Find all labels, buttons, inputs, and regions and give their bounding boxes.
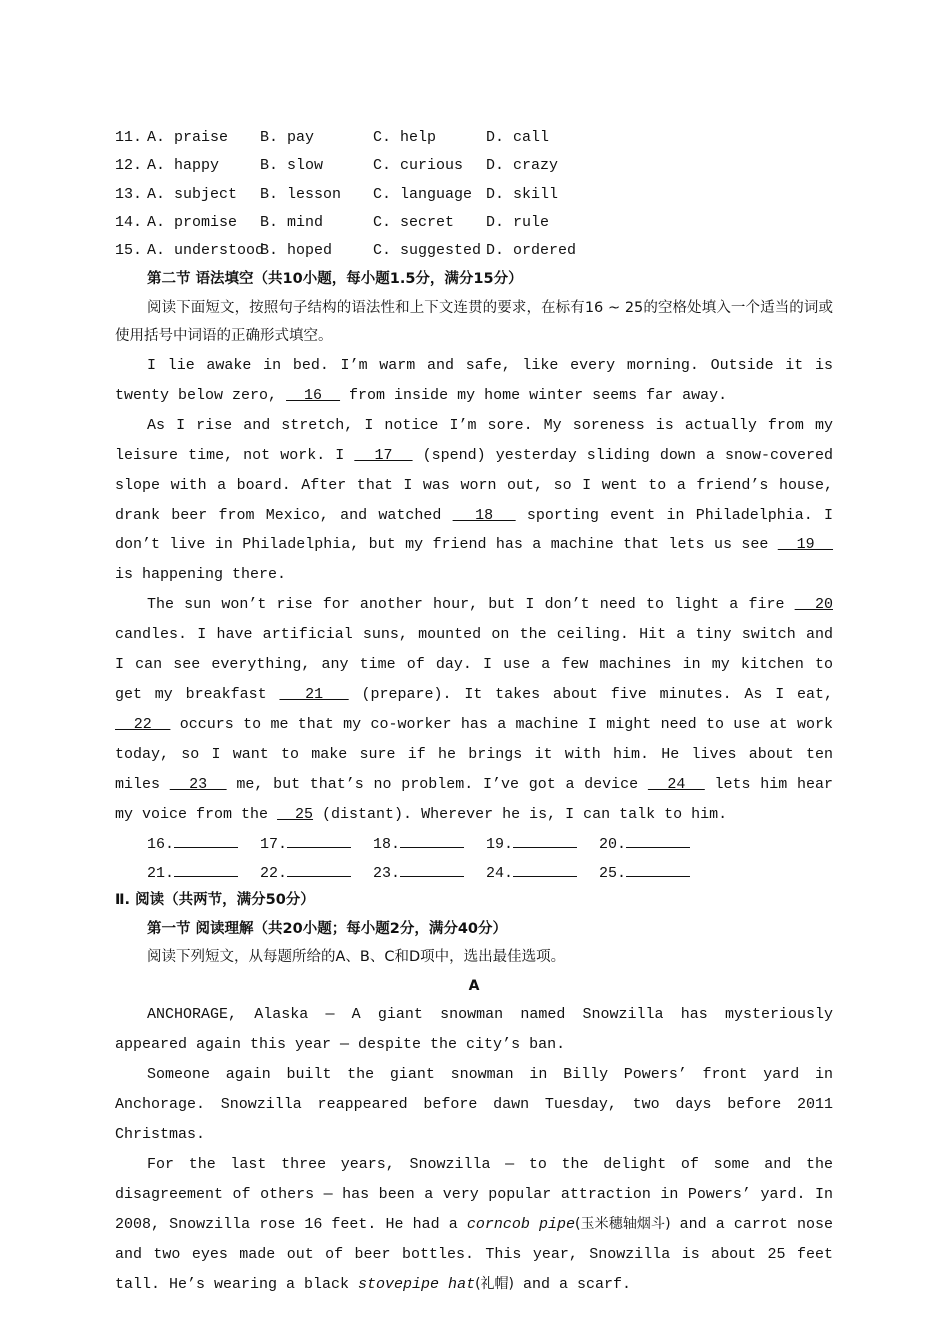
- option-b: B. pay: [260, 129, 315, 146]
- answer-line: [400, 829, 464, 848]
- option-d: D. crazy: [486, 157, 559, 175]
- mcq-row-11: [115, 124, 833, 152]
- blank-17[interactable]: 17: [354, 446, 413, 464]
- text-run: As I rise and stretch, I notice I’m sore. My soreness is actually from my leisure time, not work. I: [115, 416, 833, 464]
- passage-paragraph: ANCHORAGE, Alaska — A giant snowman named Snowzilla has mysteriously appeared again this year — despite the city’s ban.: [115, 1006, 833, 1054]
- passage-paragraph: [115, 351, 833, 411]
- option-a: A. happy: [147, 157, 220, 175]
- text-run: candles. I have artificial suns, mounted on the ceiling. Hit a tiny switch and I can see everything, any time of day. I use a few machines in my kitchen to get my breakfast: [115, 626, 833, 703]
- answer-line: [626, 858, 690, 877]
- section-heading: 第二节 语法填空（共10小题，每小题1.5分，满分15分）: [147, 271, 523, 288]
- answer-number: 23.: [373, 864, 401, 882]
- answer-line: [513, 858, 577, 877]
- answer-slot-17[interactable]: [260, 829, 373, 858]
- text-run: and a carrot nose and two eyes made out of beer bottles. This year, Snowzilla is about 25 feet tall. He’s wearing a black: [115, 1215, 833, 1293]
- passage-paragraph: [115, 411, 833, 590]
- mcq-row-13: [115, 181, 833, 209]
- option-a: A. promise: [147, 213, 238, 231]
- option-c: C. curious: [373, 157, 464, 175]
- italic-term: corncob pipe: [466, 1215, 575, 1233]
- answer-slot-16[interactable]: [147, 829, 260, 858]
- answer-number: 24.: [486, 864, 514, 882]
- option-d: D. ordered: [486, 242, 577, 260]
- option-b: B. slow: [260, 157, 324, 175]
- text-run: (prepare). It takes about five minutes. As I eat,: [348, 685, 834, 703]
- text-run: from inside my home winter seems far away.: [340, 386, 728, 404]
- chinese-gloss: (玉米穗轴烟斗): [574, 1215, 671, 1232]
- mcq-row-15: [115, 237, 833, 265]
- passage-paragraph: [115, 590, 833, 829]
- blank-23[interactable]: 23: [169, 775, 227, 793]
- text-run: The sun won’t rise for another hour, but I don’t need to light a fire: [147, 596, 795, 614]
- passage-paragraph: [115, 1150, 833, 1300]
- page: [115, 124, 833, 1300]
- blank-22[interactable]: 22: [115, 715, 171, 733]
- answer-slot-19[interactable]: [486, 829, 599, 858]
- question-number: 15.: [115, 242, 143, 260]
- answer-line: [626, 829, 690, 848]
- text-run: For the last three years, Snowzilla — to the delight of some and the disagreement of others — has been a very popular attraction in Powers’ yard. In 2008, Snowzilla rose 16 feet. He had a: [115, 1156, 833, 1233]
- option-c: C. suggested: [373, 242, 482, 260]
- answer-slot-24[interactable]: [486, 858, 599, 887]
- option-c: C. help: [373, 129, 437, 146]
- answer-row: [115, 829, 833, 858]
- answer-slot-22[interactable]: [260, 858, 373, 887]
- passage-title: A: [468, 977, 480, 994]
- text-run: (distant). Wherever he is, I can talk to him.: [313, 805, 728, 823]
- mcq-list: [115, 124, 833, 265]
- text-run: sporting event in Philadelphia. I don’t live in Philadelphia, but my friend has a machine that lets us see: [115, 506, 833, 554]
- answer-line: [513, 829, 577, 848]
- blank-19[interactable]: 19: [777, 536, 834, 554]
- answer-number: 18.: [373, 836, 401, 854]
- chinese-gloss: (礼帽): [475, 1275, 515, 1292]
- option-c: C. language: [373, 185, 473, 203]
- answer-slot-20[interactable]: [599, 829, 712, 858]
- option-b: B. lesson: [260, 185, 342, 203]
- question-number: 12.: [115, 157, 143, 175]
- section-instructions: 阅读下列短文，从每题所给的A、B、C和D项中，选出最佳选项。: [147, 949, 566, 966]
- answer-slot-21[interactable]: [147, 858, 260, 887]
- answer-number: 16.: [147, 836, 175, 854]
- mcq-row-14: [115, 209, 833, 237]
- answer-number: 17.: [260, 836, 288, 854]
- text-run: and a scarf.: [514, 1275, 632, 1293]
- part-heading: Ⅱ. 阅读（共两节，满分50分）: [115, 892, 315, 909]
- option-d: D. skill: [486, 185, 559, 203]
- question-number: 14.: [115, 213, 143, 231]
- answer-number: 25.: [599, 864, 627, 882]
- section-instructions: 阅读下面短文，按照句子结构的语法性和上下文连贯的要求，在标有16 ~ 25的空格处填入一个适当的词或使用括号中词语的正确形式填空。: [115, 299, 833, 345]
- answer-number: 21.: [147, 864, 175, 882]
- option-a: A. praise: [147, 129, 229, 146]
- answer-line: [174, 858, 238, 877]
- option-c: C. secret: [373, 213, 455, 231]
- section-heading: 第一节 阅读理解（共20小题；每小题2分，满分40分）: [147, 920, 507, 937]
- text-run: me, but that’s no problem. I’ve got a device: [226, 775, 648, 793]
- answer-number: 22.: [260, 864, 288, 882]
- answer-line: [400, 858, 464, 877]
- blank-21[interactable]: 21: [279, 685, 349, 703]
- option-a: A. understood: [147, 242, 265, 260]
- mcq-row-12: [115, 152, 833, 180]
- text-run: occurs to me that my co-worker has a machine I might need to use at work today, so I want to make sure if he brings it with him. He lives about ten miles: [115, 715, 833, 793]
- answer-number: 20.: [599, 836, 627, 854]
- answer-line: [287, 829, 351, 848]
- text-run: is happening there.: [115, 566, 287, 584]
- answer-slot-25[interactable]: [599, 858, 712, 887]
- text-run: lets him hear my voice from the: [115, 775, 833, 823]
- blank-24[interactable]: 24: [647, 775, 705, 793]
- option-d: D. call: [486, 129, 550, 146]
- option-d: D. rule: [486, 213, 550, 231]
- italic-term: stovepipe hat: [358, 1275, 476, 1293]
- question-number: 11.: [115, 129, 143, 146]
- answer-line: [287, 858, 351, 877]
- blank-18[interactable]: 18: [452, 506, 516, 524]
- answer-row: [115, 858, 833, 887]
- option-b: B. mind: [260, 213, 324, 231]
- blank-16[interactable]: 16: [286, 386, 341, 404]
- answer-slot-23[interactable]: [373, 858, 486, 887]
- answer-line: [174, 829, 238, 848]
- blank-20[interactable]: 20: [794, 596, 833, 614]
- answer-number: 19.: [486, 836, 514, 854]
- question-number: 13.: [115, 185, 143, 203]
- option-b: B. hoped: [260, 242, 333, 260]
- option-a: A. subject: [147, 185, 238, 203]
- answer-slot-18[interactable]: [373, 829, 486, 858]
- blank-25[interactable]: 25: [277, 805, 314, 823]
- text-run: (spend) yesterday sliding down a snow-covered slope with a board. After that I was worn out, so I went to a friend’s house, drank beer from Mexico, and watched: [115, 446, 833, 524]
- text-run: I lie awake in bed. I’m warm and safe, like every morning. Outside it is twenty below zero,: [115, 356, 833, 404]
- passage-paragraph: Someone again built the giant snowman in Billy Powers’ front yard in Anchorage. Snowzilla reappeared before dawn Tuesday, two days before 2011 Christmas.: [115, 1066, 833, 1144]
